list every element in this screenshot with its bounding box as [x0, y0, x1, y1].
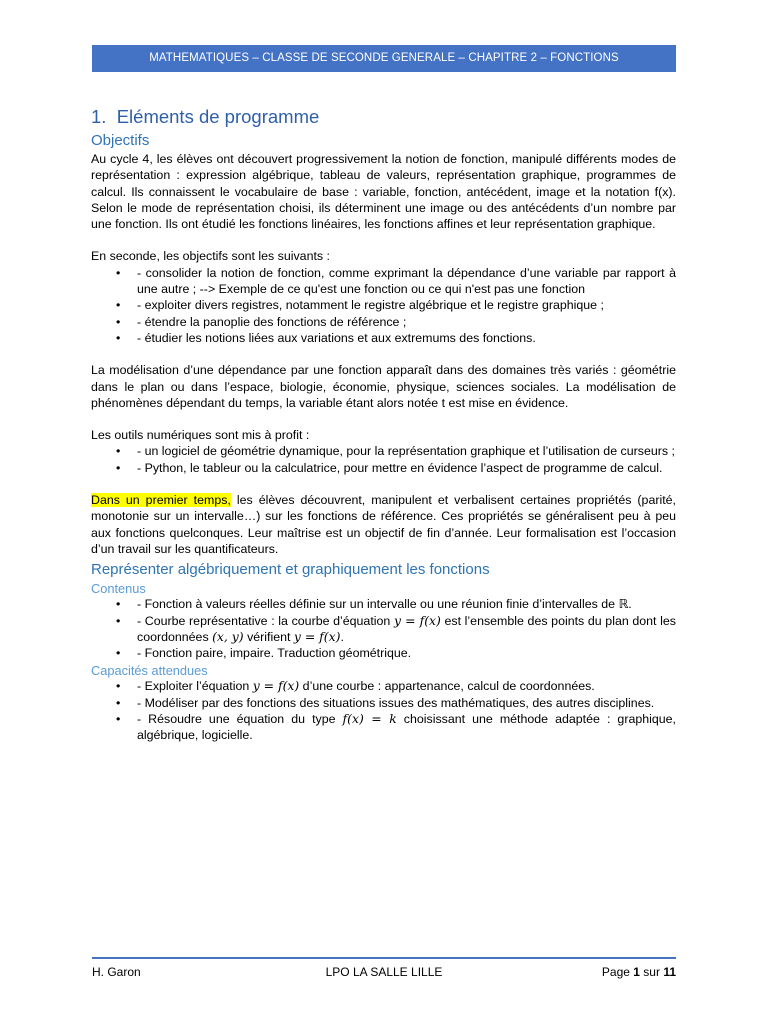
header-banner — [92, 45, 676, 72]
bullet-icon: • — [116, 613, 121, 628]
bullet-icon: • — [116, 646, 121, 661]
contenus-heading: Contenus — [91, 581, 146, 597]
footer-page-number: Page 1 sur 11 — [601, 965, 676, 979]
list-item: • - Fonction paire, impaire. Traduction géométrique. — [116, 646, 412, 661]
bullet-icon: • — [116, 314, 121, 329]
list-item: • - Résoudre une équation du type f(x) = k choisissant une méthode adaptée : graphique, algébrique, logicielle. — [116, 711, 676, 743]
objectives-intro: En seconde, les objectifs sont les suivants : — [91, 249, 330, 264]
list-item: • - Fonction à valeurs réelles définie sur un intervalle ou une réunion finie d’intervalles de ℝ. — [116, 597, 632, 612]
list-item: • - Courbe représentative : la courbe d’équation y = f(x) est l’ensemble des points du plan dont les coordonnées (x, y) vérifient y = f(x). — [116, 612, 676, 644]
intro-paragraph: Au cycle 4, les élèves ont découvert progressivement la notion de fonction, manipulé différents modes de représentation : expression algébrique, tableau de valeurs, représentation graphique, programmes de calcul. Ils connaissent le vocabulaire de base : variable, fonction, antécédent, image et la notation f(x). Selon le mode de représentation choisi, ils déterminent une image ou des antécédents d’un nombre par une fonction. Ils ont étudié les fonctions linéaires, les fonctions affines et leur représentation graphique. — [91, 152, 676, 232]
header-banner-text: MATHEMATIQUES – CLASSE DE SECONDE GENERALE – CHAPITRE 2 – FONCTIONS — [149, 52, 619, 64]
list-item: • - Python, le tableur ou la calculatrice, pour mettre en évidence l’aspect de programme de calcul. — [116, 460, 663, 475]
bullet-icon: • — [116, 679, 121, 694]
bullet-icon: • — [116, 265, 121, 280]
list-item: • - Exploiter l’équation y = f(x) d’une courbe : appartenance, calcul de coordonnées. — [116, 678, 595, 694]
document-body — [91, 100, 676, 744]
objectifs-heading: Objectifs — [91, 132, 150, 149]
bullet-icon: • — [116, 444, 121, 459]
list-item: • - étendre la panoplie des fonctions de référence ; — [116, 314, 407, 329]
tools-intro: Les outils numériques sont mis à profit : — [91, 428, 310, 443]
bullet-icon: • — [116, 597, 121, 612]
list-item: • - un logiciel de géométrie dynamique, pour la représentation graphique et l’utilisation de curseurs ; — [116, 444, 675, 459]
highlighted-text: Dans un premier temps, — [91, 493, 231, 508]
bullet-icon: • — [116, 460, 121, 475]
represent-heading: Représenter algébriquement et graphiquement les fonctions — [91, 561, 490, 579]
section-title: 1. Eléments de programme — [91, 106, 320, 127]
math-expression: f(x) = k — [342, 711, 397, 727]
bullet-icon: • — [116, 298, 121, 313]
math-expression: (x, y) — [212, 628, 244, 644]
list-item: • - étudier les notions liées aux variations et aux extremums des fonctions. — [116, 330, 536, 345]
math-expression: y = f(x) — [393, 612, 441, 628]
tools-list — [91, 443, 676, 476]
contenus-list — [91, 596, 676, 661]
list-item: • - consolider la notion de fonction, comme exprimant la dépendance d’une variable par rapport à une autre ; --> Exemple de ce qu'est une fonction ou ce qui n'est pas une fonction — [116, 265, 676, 297]
list-item: • - exploiter divers registres, notamment le registre algébrique et le registre graphique ; — [116, 298, 604, 313]
capacites-heading: Capacités attendues — [91, 663, 208, 679]
bullet-icon: • — [116, 330, 121, 345]
modelling-paragraph: La modélisation d’une dépendance par une fonction apparaît dans des domaines très variés : géométrie dans le plan ou dans l’espace, biologie, économie, physique, sciences sociales. La modélisation de phénomènes dépendant du temps, la variable étant alors notée t est mise en évidence. — [91, 363, 676, 410]
objectives-list — [91, 265, 676, 346]
bullet-icon: • — [116, 695, 121, 710]
math-expression: y = f(x) — [252, 678, 300, 694]
capacites-list — [91, 678, 676, 743]
footer-author: H. Garon — [92, 965, 141, 979]
bullet-icon: • — [116, 712, 121, 727]
first-time-paragraph: Dans un premier temps, les élèves découvrent, manipulent et verbalisent certaines propriétés (parité, monotonie sur un intervalle…) sur les fonctions de référence. Ces propriétés se généralisent peu à peu aux fonctions quelconques. Leur maîtrise est un objectif de fin d’année. Leur formalisation est l’occasion d’un travail sur les quantificateurs. — [91, 493, 676, 556]
footer-divider — [92, 957, 676, 959]
math-expression: y = f(x) — [293, 628, 341, 644]
list-item: • - Modéliser par des fonctions des situations issues des mathématiques, des autres disciplines. — [116, 695, 655, 710]
footer-school: LPO LA SALLE LILLE — [325, 965, 443, 979]
